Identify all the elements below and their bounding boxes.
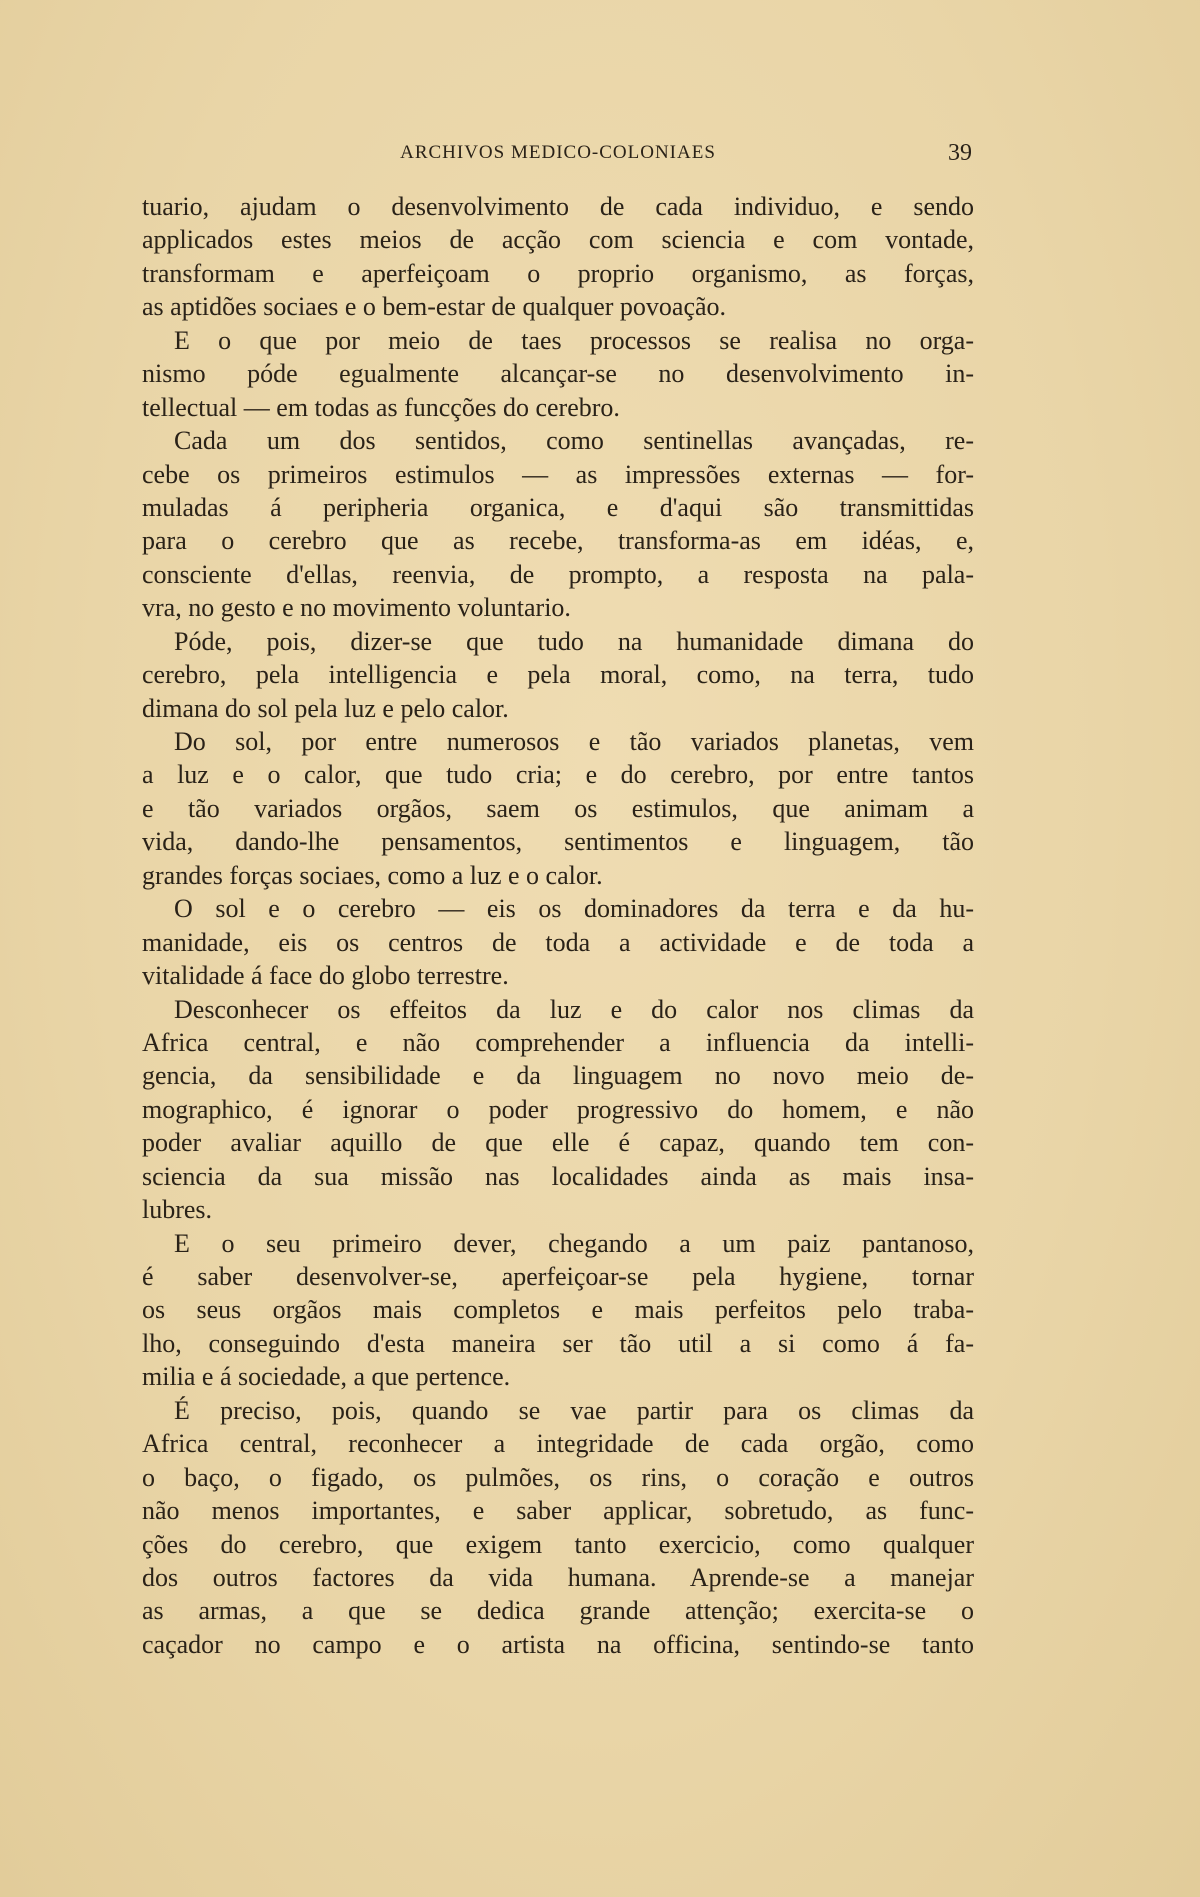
running-title: ARCHIVOS MEDICO-COLONIAES (400, 142, 716, 163)
text-line: O sol e o cerebro — eis os dominadores da terra e da hu- (174, 894, 974, 924)
text-line: vitalidade á face do globo terrestre. (142, 961, 509, 991)
text-line: o baço, o figado, os pulmões, os rins, o coração e outros (142, 1462, 974, 1492)
text-line: não menos importantes, e saber applicar, sobretudo, as func- (142, 1496, 974, 1526)
text-line: sciencia da sua missão nas localidades ainda as mais insa- (142, 1161, 974, 1191)
text-line: applicados estes meios de acção com sciencia e com vontade, (142, 225, 974, 255)
text-line: E o que por meio de taes processos se realisa no orga- (174, 325, 974, 355)
text-line: E o seu primeiro dever, chegando a um paiz pantanoso, (174, 1228, 974, 1258)
text-line: Africa central, reconhecer a integridade de cada orgão, como (142, 1429, 974, 1459)
text-line: dimana do sol pela luz e pelo calor. (142, 693, 509, 723)
text-line: tellectual — em todas as funcções do cerebro. (142, 392, 620, 422)
text-line: milia e á sociedade, a que pertence. (142, 1362, 511, 1392)
text-line: gencia, da sensibilidade e da linguagem no novo meio de- (142, 1061, 974, 1091)
text-line: poder avaliar aquillo de que elle é capaz, quando tem con- (142, 1128, 974, 1158)
text-line: manidade, eis os centros de toda a actividade e de toda a (142, 927, 974, 957)
text-line: para o cerebro que as recebe, transforma-as em idéas, e, (142, 526, 974, 556)
text-line: e tão variados orgãos, saem os estimulos, que animam a (142, 793, 974, 823)
text-line: Póde, pois, dizer-se que tudo na humanidade dimana do (174, 626, 974, 656)
text-line: mographico, é ignorar o poder progressivo do homem, e não (142, 1094, 974, 1124)
text-line: transformam e aperfeiçoam o proprio organismo, as forças, (142, 258, 974, 288)
text-line: a luz e o calor, que tudo cria; e do cerebro, por entre tantos (142, 760, 974, 790)
text-line: Do sol, por entre numerosos e tão variados planetas, vem (174, 727, 974, 756)
body-text (142, 190, 974, 1661)
text-line: cebe os primeiros estimulos — as impressões externas — for- (142, 459, 974, 489)
text-line: Cada um dos sentidos, como sentinellas avançadas, re- (174, 426, 974, 456)
text-line: muladas á peripheria organica, e d'aqui são transmittidas (142, 492, 974, 522)
page-header (142, 140, 974, 166)
text-line: Africa central, e não comprehender a influencia da intelli- (142, 1027, 974, 1057)
text-line: as aptidões sociaes e o bem-estar de qualquer povoação. (142, 292, 727, 322)
text-line: tuario, ajudam o desenvolvimento de cada individuo, e sendo (142, 192, 974, 221)
text-line: É preciso, pois, quando se vae partir para os climas da (174, 1395, 974, 1425)
text-line: lubres. (142, 1195, 213, 1225)
text-line: cerebro, pela intelligencia e pela moral, como, na terra, tudo (142, 660, 974, 690)
text-line: vida, dando-lhe pensamentos, sentimentos e linguagem, tão (142, 827, 974, 857)
text-line: ções do cerebro, que exigem tanto exercicio, como qualquer (142, 1529, 974, 1559)
text-line: os seus orgãos mais completos e mais perfeitos pelo traba- (142, 1295, 974, 1325)
text-line: grandes forças sociaes, como a luz e o calor. (142, 860, 603, 890)
text-line: caçador no campo e o artista na officina, sentindo-se tanto (142, 1629, 974, 1659)
text-line: dos outros factores da vida humana. Aprende-se a manejar (142, 1562, 974, 1592)
text-line: nismo póde egualmente alcançar-se no desenvolvimento in- (142, 359, 974, 389)
text-line: lho, conseguindo d'esta maneira ser tão util a si como á fa- (142, 1328, 974, 1358)
text-line: Desconhecer os effeitos da luz e do calor nos climas da (174, 994, 974, 1024)
text-line: vra, no gesto e no movimento voluntario. (142, 593, 571, 623)
text-line: as armas, a que se dedica grande attenção; exercita-se o (142, 1596, 974, 1626)
text-line: é saber desenvolver-se, aperfeiçoar-se pela hygiene, tornar (142, 1262, 974, 1291)
page-number: 39 (948, 140, 972, 166)
text-line: consciente d'ellas, reenvia, de prompto, a resposta na pala- (142, 559, 974, 589)
